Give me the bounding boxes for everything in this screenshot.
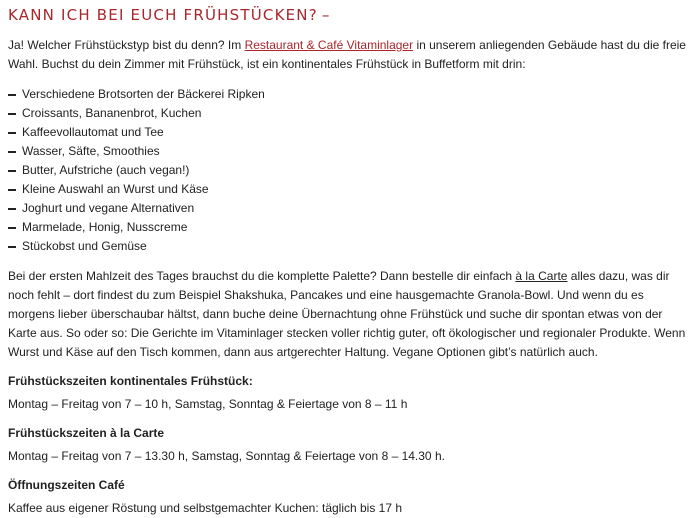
list-item	[8, 104, 692, 123]
restaurant-link[interactable]: Restaurant & Café Vitaminlager	[244, 38, 414, 52]
list-item	[8, 237, 692, 256]
list-item	[8, 123, 692, 142]
list-item	[8, 199, 692, 218]
list-item-text: Joghurt und vegane Alternativen	[22, 201, 195, 215]
dash-bullet-icon	[8, 94, 16, 96]
dash-bullet-icon	[8, 227, 16, 229]
list-item	[8, 218, 692, 237]
dash-bullet-icon	[8, 208, 16, 210]
list-item-text: Stückobst und Gemüse	[22, 239, 147, 253]
list-item	[8, 161, 692, 180]
list-item-text: Verschiedene Brotsorten der Bäckerei Ripken	[22, 87, 265, 101]
dash-bullet-icon	[8, 246, 16, 248]
list-item-text: Kaffeevollautomat und Tee	[22, 125, 164, 139]
list-item	[8, 180, 692, 199]
a-la-carte-hours-text: Montag – Freitag von 7 – 13.30 h, Samstag, Sonntag & Feiertage von 8 – 14.30 h.	[8, 449, 445, 463]
list-item-text: Croissants, Bananenbrot, Kuchen	[22, 106, 202, 120]
a-la-carte-paragraph	[8, 267, 692, 362]
breakfast-list	[8, 85, 692, 256]
dash-bullet-icon	[8, 170, 16, 172]
a-la-carte-hours-title: Frühstückszeiten à la Carte	[8, 426, 165, 440]
dash-bullet-icon	[8, 132, 16, 134]
a-la-carte-link[interactable]: à la Carte	[515, 269, 568, 283]
list-item	[8, 85, 692, 104]
dash-bullet-icon	[8, 189, 16, 191]
cafe-hours-text: Kaffee aus eigener Röstung und selbstgemachter Kuchen: täglich bis 17 h	[8, 501, 403, 515]
body-text-end: alles dazu, was dir noch fehlt – dort findest du zum Beispiel Shakshuka, Pancakes und eine hausgemachte Granola-Bowl. Und wenn du es morgens lieber überschaubar hältst, dann buche deine Übernachtung ohne Frühstück und suche dir spontan etwas von der Karte aus. So oder so: Die Gerichte im Vitaminlager stecken voller richtig guter, oft ökologischer und regionaler Produkte. Wenn Wurst und Käse auf den Tisch kommen, dann aus artgerechter Haltung. Vegane Optionen gibt’s natürlich auch.	[8, 269, 686, 359]
section-heading-dash: –	[321, 6, 330, 24]
cafe-hours-title: Öffnungszeiten Café	[8, 478, 125, 492]
dash-bullet-icon	[8, 113, 16, 115]
list-item-text: Kleine Auswahl an Wurst und Käse	[22, 182, 209, 196]
list-item-text: Butter, Aufstriche (auch vegan!)	[22, 163, 190, 177]
list-item	[8, 142, 692, 161]
dash-bullet-icon	[8, 151, 16, 153]
body-text-start: Bei der ersten Mahlzeit des Tages brauchst du die komplette Palette? Dann bestelle dir einfach	[8, 269, 516, 283]
intro-text-start: Ja! Welcher Frühstückstyp bist du denn? Im	[8, 38, 245, 52]
list-item-text: Wasser, Säfte, Smoothies	[22, 144, 160, 158]
list-item-text: Marmelade, Honig, Nusscreme	[22, 220, 188, 234]
continental-hours-title: Frühstückszeiten kontinentales Frühstück:	[8, 374, 253, 388]
section-heading-text: KANN ICH BEI EUCH FRÜHSTÜCKEN?	[8, 6, 318, 24]
intro-paragraph	[8, 36, 692, 74]
intro-text-end: in unserem anliegenden Gebäude hast du die freie Wahl. Buchst du dein Zimmer mit Frühstück, ist ein kontinentales Frühstück in Buffetform mit drin:	[8, 38, 686, 71]
section-heading	[8, 0, 692, 26]
continental-hours-text: Montag – Freitag von 7 – 10 h, Samstag, Sonntag & Feiertage von 8 – 11 h	[8, 397, 408, 411]
